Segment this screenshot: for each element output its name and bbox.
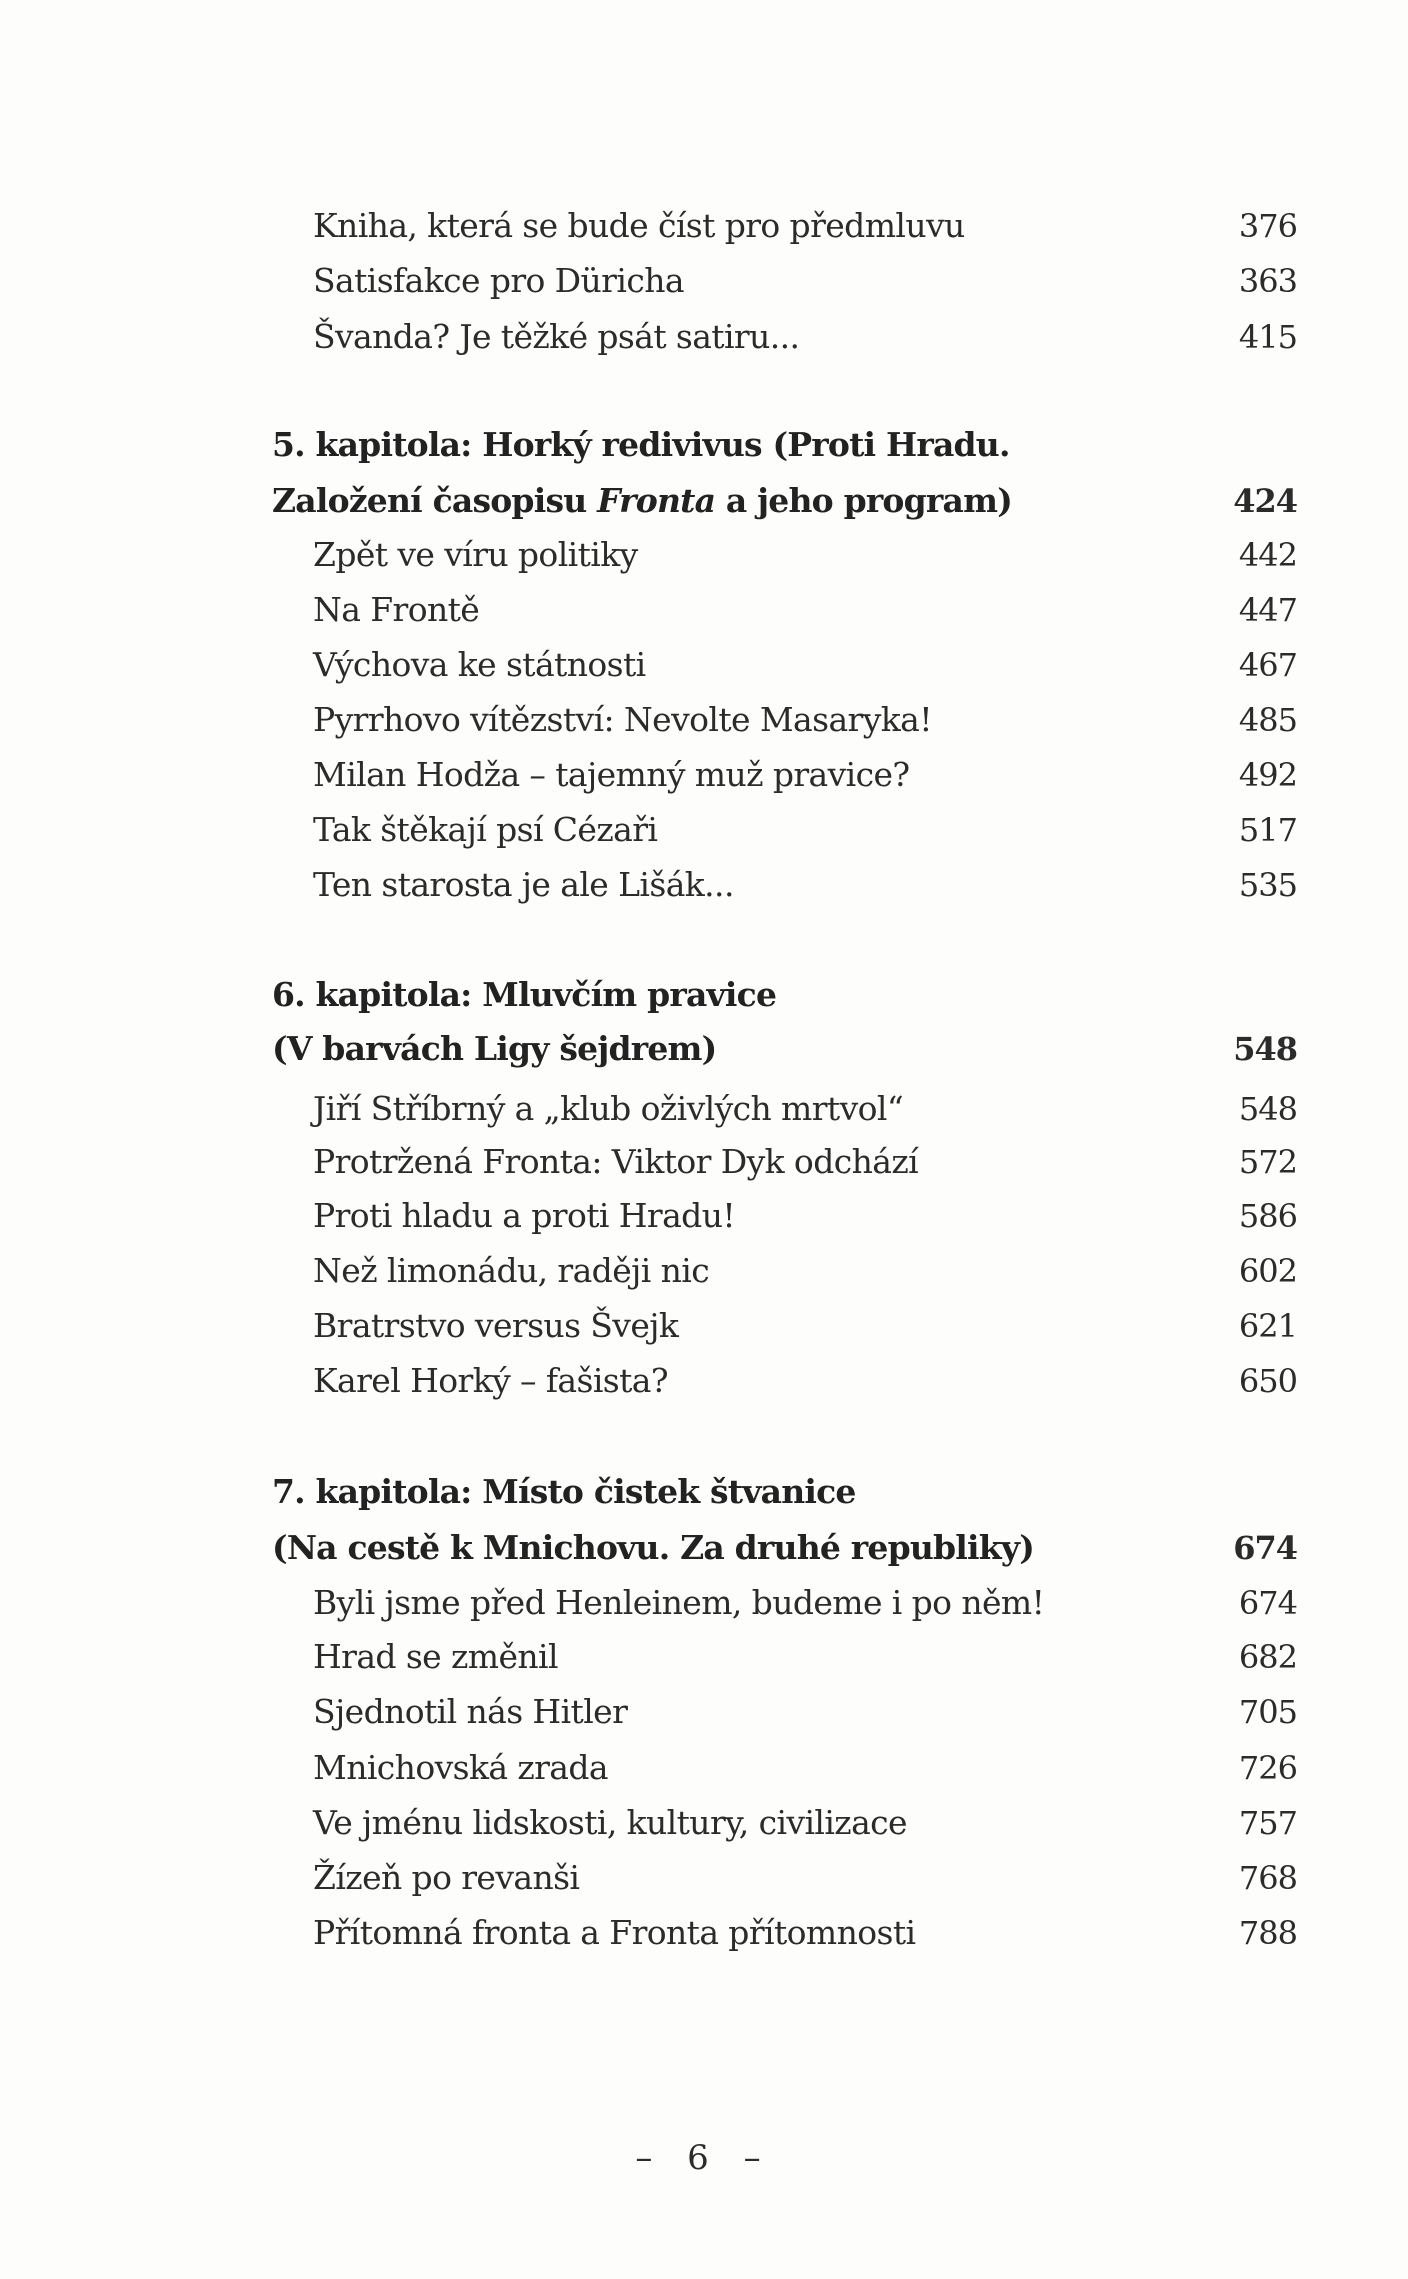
toc-entry [0, 1137, 1408, 1187]
entry-title: Švanda? Je těžké psát satiru... [313, 317, 800, 356]
chapter-title: (Na cestě k Mnichovu. Za druhé republiky) [272, 1528, 1035, 1567]
toc-entry [0, 695, 1408, 745]
entry-title: Karel Horký – fašista? [313, 1361, 668, 1400]
entry-title: Zpět ve víru politiky [313, 535, 638, 574]
entry-page-number: 447 [1238, 591, 1297, 629]
entry-title: Proti hladu a proti Hradu! [313, 1196, 736, 1235]
entry-page-number: 363 [1238, 262, 1297, 300]
entry-page-number: 682 [1238, 1638, 1297, 1676]
entry-page-number: 768 [1238, 1859, 1297, 1897]
entry-title: Byli jsme před Henleinem, budeme i po něm! [313, 1583, 1045, 1622]
entry-title: Sjednotil nás Hitler [313, 1692, 628, 1731]
entry-title: Satisfakce pro Düricha [313, 261, 684, 300]
toc-entry [0, 1853, 1408, 1903]
entry-title: Jiří Stříbrný a „klub oživlých mrtvol“ [313, 1089, 904, 1128]
toc-entry [0, 256, 1408, 306]
toc-entry [0, 201, 1408, 251]
entry-page-number: 705 [1238, 1693, 1297, 1731]
entry-page-number: 572 [1238, 1143, 1297, 1181]
entry-title: Ve jménu lidskosti, kultury, civilizace [313, 1803, 907, 1842]
entry-title: Než limonádu, raději nic [313, 1251, 710, 1290]
toc-entry [0, 1246, 1408, 1296]
entry-page-number: 602 [1238, 1252, 1297, 1290]
entry-page-number: 467 [1238, 646, 1297, 684]
entry-page-number: 485 [1238, 701, 1297, 739]
entry-page-number: 548 [1238, 1090, 1297, 1128]
entry-title: Mnichovská zrada [313, 1748, 608, 1787]
page-number: – 6 – [635, 2138, 773, 2178]
entry-title: Bratrstvo versus Švejk [313, 1306, 679, 1345]
entry-title: Na Frontě [313, 590, 480, 629]
chapter-title: Založení časopisu Fronta a jeho program) [272, 481, 1013, 520]
toc-entry [0, 640, 1408, 690]
chapter-heading [0, 1523, 1408, 1573]
entry-page-number: 586 [1238, 1197, 1297, 1235]
chapter-title: 5. kapitola: Horký redivivus (Proti Hradu. [272, 425, 1010, 464]
toc-entry [0, 1798, 1408, 1848]
toc-entry [0, 1687, 1408, 1737]
entry-title: Ten starosta je ale Lišák... [313, 865, 734, 904]
entry-title: Výchova ke státnosti [313, 645, 646, 684]
chapter-heading [0, 476, 1408, 526]
entry-title: Tak štěkají psí Cézaři [313, 810, 658, 849]
toc-entry [0, 1578, 1408, 1628]
toc-entry [0, 312, 1408, 362]
toc-entry [0, 1356, 1408, 1406]
entry-page-number: 650 [1238, 1362, 1297, 1400]
chapter-page-number: 674 [1233, 1529, 1297, 1567]
toc-entry [0, 805, 1408, 855]
chapter-page-number: 548 [1233, 1030, 1297, 1068]
entry-page-number: 788 [1238, 1914, 1297, 1952]
entry-page-number: 517 [1238, 811, 1297, 849]
entry-title: Pyrrhovo vítězství: Nevolte Masaryka! [313, 700, 932, 739]
toc-entry [0, 1632, 1408, 1682]
entry-page-number: 535 [1238, 866, 1297, 904]
toc-entry [0, 1743, 1408, 1793]
toc-entry [0, 1084, 1408, 1134]
entry-page-number: 621 [1238, 1307, 1297, 1345]
entry-page-number: 492 [1238, 756, 1297, 794]
entry-page-number: 757 [1238, 1804, 1297, 1842]
toc-entry [0, 585, 1408, 635]
chapter-heading [0, 1024, 1408, 1074]
toc-entry [0, 860, 1408, 910]
entry-page-number: 376 [1238, 207, 1297, 245]
toc-entry [0, 530, 1408, 580]
entry-title: Protržená Fronta: Viktor Dyk odchází [313, 1142, 919, 1181]
chapter-title: (V barvách Ligy šejdrem) [272, 1029, 717, 1068]
entry-title: Přítomná fronta a Fronta přítomnosti [313, 1913, 916, 1952]
chapter-title: 7. kapitola: Místo čistek štvanice [272, 1472, 856, 1511]
toc-entry [0, 1191, 1408, 1241]
entry-page-number: 415 [1238, 318, 1297, 356]
chapter-title: 6. kapitola: Mluvčím pravice [272, 975, 777, 1014]
chapter-page-number: 424 [1233, 482, 1297, 520]
entry-page-number: 726 [1238, 1749, 1297, 1787]
toc-entry [0, 1908, 1408, 1958]
chapter-heading [0, 1467, 1408, 1517]
entry-title: Žízeň po revanši [313, 1858, 580, 1897]
toc-entry [0, 750, 1408, 800]
entry-title: Kniha, která se bude číst pro předmluvu [313, 206, 965, 245]
chapter-heading [0, 970, 1408, 1020]
toc-entry [0, 1301, 1408, 1351]
italic-title: Fronta [597, 481, 716, 520]
entry-page-number: 674 [1238, 1584, 1297, 1622]
entry-title: Milan Hodža – tajemný muž pravice? [313, 755, 910, 794]
entry-title: Hrad se změnil [313, 1637, 558, 1676]
entry-page-number: 442 [1238, 536, 1297, 574]
chapter-heading [0, 420, 1408, 470]
